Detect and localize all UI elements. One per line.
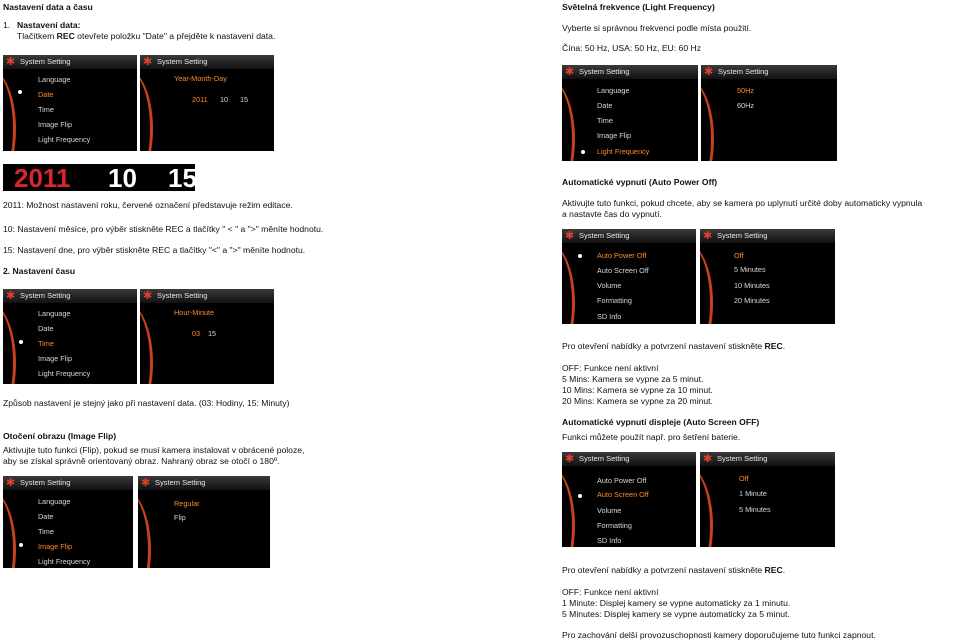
- menu-item-selected: Image Flip: [38, 542, 73, 551]
- menu-item: Light Frequency: [38, 369, 91, 378]
- menu-item: SD Info: [597, 312, 622, 321]
- menu-arc: [3, 69, 16, 151]
- menu-item-selected: Date: [38, 90, 54, 99]
- option: 10 Minutes: [734, 281, 770, 290]
- freq-menu-screen: [562, 65, 698, 161]
- aso-title: Automatické vypnutí displeje (Auto Screen OFF): [562, 417, 760, 427]
- apo-menu-screen: [562, 229, 696, 324]
- time-menu-screen: [3, 289, 137, 384]
- menu-item: Image Flip: [597, 131, 632, 140]
- menu-item-selected: Time: [38, 339, 54, 348]
- step2-title: 2. Nastavení času: [3, 266, 76, 276]
- big-month: 10: [108, 163, 137, 193]
- menu-arc: [562, 466, 575, 547]
- screen-title: System Setting: [20, 478, 71, 487]
- date-day: 15: [240, 95, 249, 104]
- apo-open-note: Pro otevření nabídky a potvrzení nastavení stiskněte REC.: [562, 341, 786, 351]
- apo-10: 10 Mins: Kamera se vypne za 10 minut.: [562, 385, 713, 395]
- apo-off: OFF: Funkce není aktivní: [562, 363, 659, 373]
- menu-item: SD Info: [597, 536, 622, 545]
- aso-description: Funkci můžete použít např. pro šetření baterie.: [562, 432, 741, 442]
- menu-item: Formatting: [597, 521, 632, 530]
- menu-item: Language: [38, 75, 71, 84]
- big-day: 15: [168, 163, 197, 193]
- time-note: Způsob nastavení je stejný jako při nastavení data. (03: Hodiny, 15: Minuty): [3, 398, 290, 408]
- time-hour: 03: [192, 329, 201, 338]
- note-year: 2011: Možnost nastavení roku, červené označení představuje režim editace.: [3, 200, 293, 210]
- page-title: Nastavení data a času: [3, 2, 93, 12]
- option-selected: Regular: [174, 499, 200, 508]
- gear-icon: ✱: [704, 66, 714, 78]
- date-edit-strip: [3, 164, 195, 191]
- gear-icon: ✱: [141, 477, 151, 489]
- freq-regions: Čína: 50 Hz, USA: 50 Hz, EU: 60 Hz: [562, 43, 701, 53]
- step1-number: 1.: [3, 20, 11, 30]
- aso-menu-screen: [562, 452, 696, 547]
- aso-value-screen: [700, 452, 835, 547]
- option: 5 Minutes: [734, 265, 766, 274]
- option: 5 Minutes: [739, 505, 771, 514]
- menu-arc: [138, 490, 151, 568]
- gear-icon: ✱: [565, 66, 575, 78]
- step1-title: Nastavení data:: [17, 20, 81, 30]
- value-heading: Hour-Minute: [174, 308, 215, 317]
- flip-title: Otočení obrazu (Image Flip): [3, 431, 117, 441]
- value-heading: Year-Month-Day: [174, 74, 227, 83]
- menu-item: Image Flip: [38, 354, 73, 363]
- aso-5: 5 Minutes: Displej kamery se vypne automaticky za 5 minut.: [562, 609, 790, 619]
- option: 1 Minute: [739, 489, 767, 498]
- screen-title: System Setting: [717, 231, 768, 240]
- screen-title: System Setting: [157, 57, 208, 66]
- menu-item: Volume: [597, 281, 622, 290]
- apo-description-2: a nastavte čas do vypnutí.: [562, 209, 662, 219]
- gear-icon: ✱: [703, 453, 713, 465]
- aso-1: 1 Minute: Displej kamery se vypne automaticky za 1 minutu.: [562, 598, 791, 608]
- flip-description-1: Aktivujte tuto funkci (Flip), pokud se musí kamera instalovat v obrácené poloze,: [3, 445, 305, 455]
- screen-title: System Setting: [718, 67, 769, 76]
- menu-arc: [3, 490, 16, 568]
- gear-icon: ✱: [565, 453, 575, 465]
- time-minute: 15: [208, 329, 217, 338]
- menu-item: Date: [38, 324, 54, 333]
- gear-icon: ✱: [6, 290, 16, 302]
- option: 60Hz: [737, 101, 755, 110]
- menu-item: Date: [38, 512, 54, 521]
- gear-icon: ✱: [143, 56, 153, 68]
- option: 20 Minutes: [734, 296, 770, 305]
- menu-arc: [562, 243, 575, 324]
- menu-item-selected: Auto Screen Off: [597, 490, 649, 499]
- selection-dot: [19, 340, 23, 344]
- menu-item-selected: Light Frequency: [597, 147, 650, 156]
- screen-title: System Setting: [20, 57, 71, 66]
- gear-icon: ✱: [6, 56, 16, 68]
- date-menu-screen: [3, 55, 137, 151]
- screen-title: System Setting: [717, 454, 768, 463]
- apo-20: 20 Mins: Kamera se vypne za 20 minut.: [562, 396, 713, 406]
- freq-title: Světelná frekvence (Light Frequency): [562, 2, 715, 12]
- menu-item: Auto Power Off: [597, 476, 647, 485]
- screen-title: System Setting: [579, 454, 630, 463]
- aso-off: OFF: Funkce není aktivní: [562, 587, 659, 597]
- screen-title: System Setting: [579, 231, 630, 240]
- selection-dot: [18, 90, 22, 94]
- apo-title: Automatické vypnutí (Auto Power Off): [562, 177, 718, 187]
- menu-item: Date: [597, 101, 613, 110]
- gear-icon: ✱: [143, 290, 153, 302]
- freq-value-screen: [701, 65, 837, 161]
- date-month: 10: [220, 95, 229, 104]
- selection-dot: [578, 254, 582, 258]
- big-year: 2011: [14, 163, 71, 193]
- flip-value-screen: [138, 476, 270, 568]
- screen-title: System Setting: [579, 67, 630, 76]
- menu-item: Language: [38, 497, 71, 506]
- screen-title: System Setting: [155, 478, 206, 487]
- date-year: 2011: [192, 95, 208, 104]
- note-day: 15: Nastavení dne, pro výběr stiskněte REC a tlačítky "<" a ">" měníte hodnotu.: [3, 245, 306, 255]
- date-value-screen: [140, 55, 274, 151]
- screen-title: System Setting: [157, 291, 208, 300]
- option: Flip: [174, 513, 186, 522]
- step1-description: Tlačítkem REC otevřete položku "Date" a přejděte k nastavení data.: [17, 31, 276, 41]
- apo-description-1: Aktivujte tuto funkci, pokud chcete, aby se kamera po uplynutí určité doby automaticky vypnula: [562, 198, 923, 208]
- menu-item: Volume: [597, 506, 622, 515]
- apo-5: 5 Mins: Kamera se vypne za 5 minut.: [562, 374, 704, 384]
- gear-icon: ✱: [703, 230, 713, 242]
- aso-open-note: Pro otevření nabídky a potvrzení nastavení stiskněte REC.: [562, 565, 786, 575]
- footer-note: Pro zachování delší provozuschopnosti kamery doporučujeme tuto funkci zapnout.: [562, 630, 876, 640]
- selection-dot: [578, 494, 582, 498]
- gear-icon: ✱: [6, 477, 16, 489]
- menu-item: Time: [38, 527, 54, 536]
- menu-item: Language: [38, 309, 71, 318]
- menu-arc: [700, 243, 713, 324]
- selection-dot: [581, 150, 585, 154]
- option-selected: Off: [734, 251, 744, 260]
- menu-arc: [140, 303, 153, 384]
- note-month: 10: Nastavení měsíce, pro výběr stiskněte REC a tlačítky " < " a ">" měníte hodnotu.: [3, 224, 324, 234]
- option-selected: 50Hz: [737, 86, 755, 95]
- menu-item: Formatting: [597, 296, 632, 305]
- menu-arc: [140, 69, 153, 151]
- menu-item: Language: [597, 86, 630, 95]
- menu-item-selected: Auto Power Off: [597, 251, 647, 260]
- menu-item: Light Frequency: [38, 557, 91, 566]
- menu-item: Light Frequency: [38, 135, 91, 144]
- apo-value-screen: [700, 229, 835, 324]
- menu-item: Time: [38, 105, 54, 114]
- menu-arc: [562, 79, 575, 161]
- menu-item: Auto Screen Off: [597, 266, 649, 275]
- flip-description-2: aby se získal správně orientovaný obraz. Nahraný obraz se otočí o 180º.: [3, 456, 280, 466]
- time-value-screen: [140, 289, 274, 384]
- menu-item: Image Flip: [38, 120, 73, 129]
- menu-arc: [700, 466, 713, 547]
- flip-menu-screen: [3, 476, 133, 568]
- gear-icon: ✱: [565, 230, 575, 242]
- menu-arc: [701, 79, 714, 161]
- menu-arc: [3, 303, 16, 384]
- screen-title: System Setting: [20, 291, 71, 300]
- menu-item: Time: [597, 116, 613, 125]
- freq-description: Vyberte si správnou frekvenci podle místa použití.: [562, 23, 752, 33]
- option-selected: Off: [739, 474, 749, 483]
- selection-dot: [19, 543, 23, 547]
